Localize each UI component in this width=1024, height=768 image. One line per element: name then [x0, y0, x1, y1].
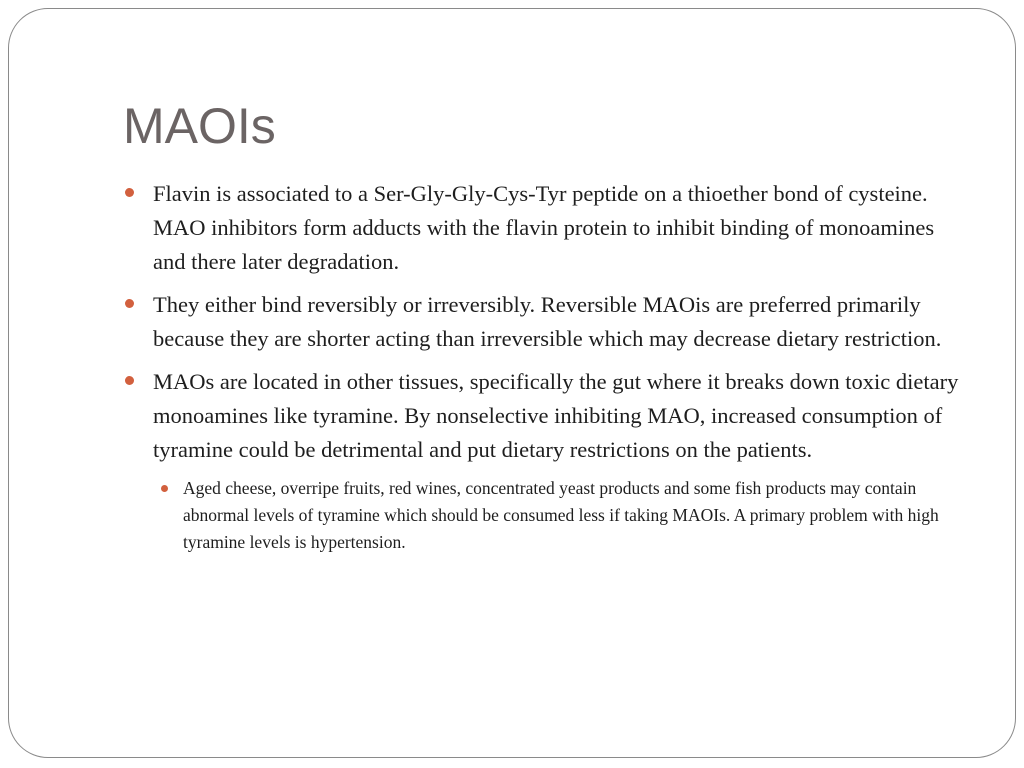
bullet-text: Flavin is associated to a Ser-Gly-Gly-Cys-Tyr peptide on a thioether bond of cysteine. MAO inhibitors form adducts with the flavin protein to inhibit binding of monoamines and there later degradation.: [153, 181, 935, 274]
slide-title: MAOIs: [123, 98, 276, 154]
bullet-list: [153, 177, 963, 565]
slide-frame: [8, 8, 1016, 758]
sub-bullet-list: [183, 475, 963, 556]
bullet-item: [153, 288, 963, 356]
bullet-text: They either bind reversibly or irreversibly. Reversible MAOis are preferred primarily because they are shorter acting than irreversible which may decrease dietary restriction.: [153, 292, 942, 351]
bullet-item: [153, 365, 963, 556]
sub-bullet-text: Aged cheese, overripe fruits, red wines, concentrated yeast products and some fish products may contain abnormal levels of tyramine which should be consumed less if taking MAOIs. A primary problem with high tyramine levels is hypertension.: [183, 478, 939, 552]
sub-bullet-dot-icon: [161, 485, 168, 492]
bullet-item: [153, 177, 963, 279]
bullet-dot-icon: [125, 299, 134, 308]
bullet-text: MAOs are located in other tissues, specifically the gut where it breaks down toxic dietary monoamines like tyramine. By nonselective inhibiting MAO, increased consumption of tyramine could be detrimental and put dietary restrictions on the patients.: [153, 369, 959, 462]
sub-bullet-item: [183, 475, 963, 556]
bullet-dot-icon: [125, 376, 134, 385]
bullet-dot-icon: [125, 188, 134, 197]
